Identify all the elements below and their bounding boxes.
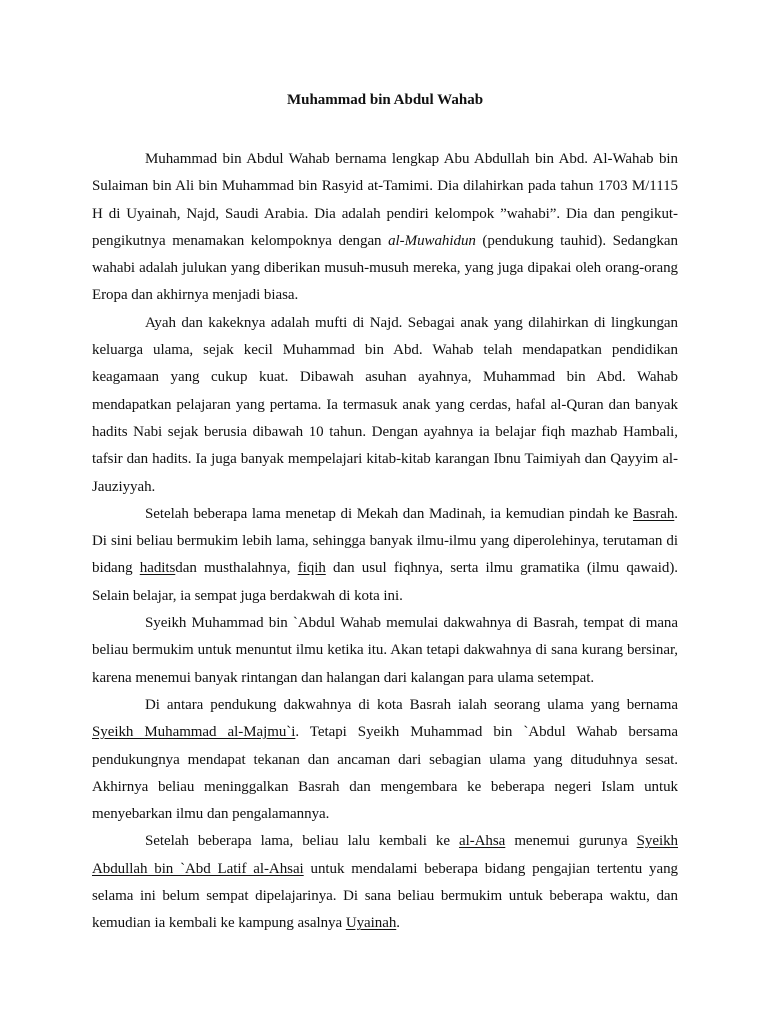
paragraph-text: (pendukung tauhid). Sedangkan wahabi adalah julukan yang diberikan musuh-musuh mereka, yang juga dipakai oleh orang-orang Eropa dan akhirnya menjadi biasa. xyxy=(92,232,678,304)
link-syeikh-muhammad-al-majmui[interactable]: Syeikh Muhammad al-Majmu`i xyxy=(92,724,296,741)
paragraph xyxy=(92,610,678,692)
italic-term: al-Muwahidun xyxy=(388,232,476,249)
paragraph-text: Setelah beberapa lama, beliau lalu kembali ke xyxy=(145,833,459,850)
paragraph-text: Setelah beberapa lama menetap di Mekah dan Madinah, ia kemudian pindah ke xyxy=(145,505,633,522)
link-syeikh-abdullah-al-ahsai[interactable]: Syeikh Abdullah bin `Abd Latif al-Ahsai xyxy=(92,833,678,877)
paragraph-text: dan musthalahnya, xyxy=(175,560,298,577)
paragraph xyxy=(92,310,678,501)
paragraph-text: Di antara pendukung dakwahnya di kota Basrah ialah seorang ulama yang bernama xyxy=(145,696,678,713)
paragraph-text: . xyxy=(396,915,400,932)
document-body xyxy=(92,146,678,938)
paragraph-text: dan usul fiqhnya, serta ilmu gramatika (ilmu qawaid). Selain belajar, ia sempat juga berdakwah di kota ini. xyxy=(92,560,678,604)
paragraph-text: . Tetapi Syeikh Muhammad bin `Abdul Wahab bersama pendukungnya mendapat tekanan dan ancaman dari sebagian ulama yang dituduhnya sesat. Akhirnya beliau meninggalkan Basrah dan mengembara ke beberapa negeri Islam untuk menyebarkan ilmu dan pengalamannya. xyxy=(92,724,679,823)
document-page xyxy=(92,78,678,938)
link-basrah[interactable]: Basrah xyxy=(632,505,675,522)
document-title: Muhammad bin Abdul Wahab xyxy=(286,92,484,108)
paragraph-text: Ayah dan kakeknya adalah mufti di Najd. Sebagai anak yang dilahirkan di lingkungan keluarga ulama, sejak kecil Muhammad bin Abd. Wahab telah mendapatkan pendidikan keagamaan yang cukup kuat. Dibawah asuhan ayahnya, Muhammad bin Abd. Wahab mendapatkan pelajaran yang pertama. Ia termasuk anak yang cerdas, hafal al-Quran dan banyak hadits Nabi sejak berusia dibawah 10 tahun. Dengan ayahnya ia belajar fiqh mazhab Hambali, tafsir dan hadits. Ia juga banyak mempelajari kitab-kitab karangan Ibnu Taimiyah dan Qayyim al-Jauziyyah. xyxy=(92,314,678,495)
link-al-ahsa[interactable]: al-Ahsa xyxy=(458,833,506,850)
paragraph-text: Muhammad bin Abdul Wahab bernama lengkap Abu Abdullah bin Abd. Al-Wahab bin Sulaiman bin Ali bin Muhammad bin Rasyid at-Tamimi. Dia dilahirkan pada tahun 1703 M/1115 H di Uyainah, Najd, Saudi Arabia. Dia adalah pendiri kelompok ”wahabi”. Dia dan pengikut-pengikutnya menamakan kelompoknya dengan xyxy=(92,151,678,249)
paragraph-text: untuk mendalami beberapa bidang pengajian tertentu yang selama ini belum sempat dipelajarinya. Di sana beliau bermukim untuk beberapa waktu, dan kemudian ia kembali ke kampung asalnya xyxy=(92,860,678,932)
paragraph xyxy=(92,692,678,828)
link-hadits[interactable]: hadits xyxy=(139,560,176,577)
link-fiqih[interactable]: fiqih xyxy=(297,560,326,577)
paragraph xyxy=(92,146,678,310)
paragraph-text: . Di sini beliau bermukim lebih lama, sehingga banyak ilmu-ilmu yang diperolehinya, terutaman di bidang xyxy=(92,505,678,577)
link-uyainah[interactable]: Uyainah xyxy=(345,915,397,932)
paragraph-text: menemui gurunya xyxy=(505,833,637,850)
paragraph xyxy=(92,828,678,937)
paragraph xyxy=(92,501,678,610)
paragraph-text: Syeikh Muhammad bin `Abdul Wahab memulai dakwahnya di Basrah, tempat di mana beliau bermukim untuk menuntut ilmu ketika itu. Akan tetapi dakwahnya di sana kurang bersinar, karena menemui banyak rintangan dan halangan dari kalangan para ulama setempat. xyxy=(92,615,678,686)
